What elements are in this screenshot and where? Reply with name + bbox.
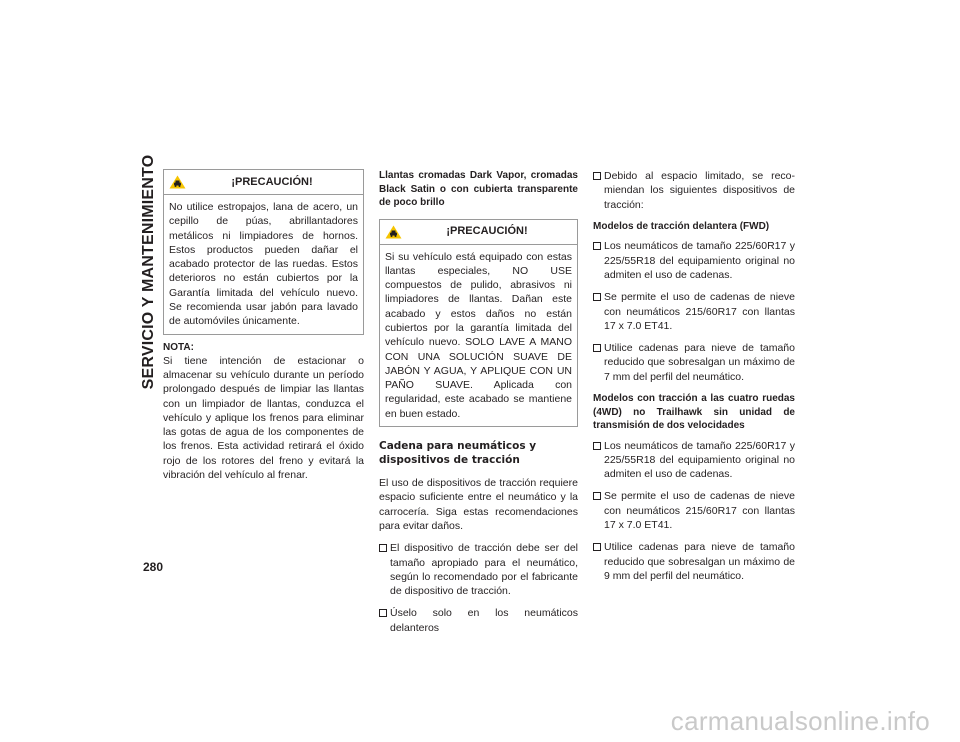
list-item: Utilice cadenas para nieve de tamaño reducido que sobresalgan un máximo de 9 mm del perfil del neumático. bbox=[593, 540, 795, 583]
checkbox-bullet-icon bbox=[379, 609, 387, 617]
list-item: El dispositivo de tracción debe ser del tamaño apropiado para el neumático, según lo recomendado por el fabricante de dispositivo de tracción. bbox=[379, 541, 578, 598]
caution-header bbox=[380, 220, 577, 245]
column-3 bbox=[593, 169, 795, 591]
checkbox-bullet-icon bbox=[593, 492, 601, 500]
column-2 bbox=[379, 169, 578, 643]
caution-text: Si su vehículo está equipado con estas llantas especiales, NO USE compuestos de pulido, abrasivos ni limpiadores de llantas. Dañan este acabado y estos daños no están cubiertos por la garantía limitada del vehículo nuevo. SOLO LAVE A MANO CON UNA SOLUCIÓN SUAVE DE JABÓN Y AGUA, Y APLIQUE CON UN PAÑO SUAVE. Aplicada con regularidad, este acabado se mantiene en buen estado. bbox=[385, 250, 572, 420]
list-item: Debido al espacio limitado, se reco-miendan los siguientes dispositivos de tracción: bbox=[593, 169, 795, 212]
page-number: 280 bbox=[143, 560, 164, 574]
note-text: Si tiene intención de estacionar o almacenar su vehículo durante un período prolongado después de limpiar las llantas con un limpiador de llantas, conduzca el vehículo y aplique los frenos para eliminar las gotas de agua de los componentes de los frenos. Esta actividad retirará el óxido rojo de los rotores del freno y evitará la vibración del vehículo al frenar. bbox=[163, 354, 364, 482]
caution-box-2 bbox=[379, 219, 578, 428]
checkbox-bullet-icon bbox=[593, 543, 601, 551]
checkbox-bullet-icon bbox=[379, 544, 387, 552]
fwd-heading: Modelos de tracción delantera (FWD) bbox=[593, 220, 770, 232]
note-label: NOTA: bbox=[163, 341, 194, 353]
list-item: Los neumáticos de tamaño 225/60R17 y 225/55R18 del equipamiento original no admiten el uso de cadenas. bbox=[593, 239, 795, 282]
caution-box-1 bbox=[163, 169, 364, 335]
list-item: Utilice cadenas para nieve de tamaño reducido que sobresalgan un máximo de 7 mm del perfil del neumático. bbox=[593, 341, 795, 384]
bullet-list bbox=[593, 169, 795, 212]
caution-text: No utilice estropajos, lana de acero, un cepillo de púas, abrillantadores metálicos ni limpiadores de hornos. Estos productos pueden dañar el acabado protector de las ruedas. Estos deterioros no están cubiertos por la Garantía limitada del vehículo nuevo. Se recomienda usar jabón para lavado de automóviles únicamente. bbox=[169, 201, 358, 328]
section-side-title-text: SERVICIO Y MANTENIMIENTO bbox=[140, 154, 157, 390]
list-item: Los neumáticos de tamaño 225/60R17 y 225/55R18 del equipamiento original no admiten el uso de cadenas. bbox=[593, 439, 795, 482]
list-item: Úselo solo en los neumáticos delanteros bbox=[379, 606, 578, 635]
awd-bullet-list bbox=[593, 439, 795, 584]
checkbox-bullet-icon bbox=[593, 344, 601, 352]
checkbox-bullet-icon bbox=[593, 293, 601, 301]
warning-car-icon bbox=[385, 225, 402, 239]
caution-title: ¡PRECAUCIÓN! bbox=[446, 225, 528, 238]
checkbox-bullet-icon bbox=[593, 172, 601, 180]
fwd-bullet-list bbox=[593, 239, 795, 384]
checkbox-bullet-icon bbox=[593, 442, 601, 450]
caution-title: ¡PRECAUCIÓN! bbox=[231, 175, 313, 188]
column-1 bbox=[163, 169, 364, 482]
wheel-heading: Llantas cromadas Dark Vapor, cromadas Black Satin o con cubierta transparente de poco brillo bbox=[379, 170, 578, 208]
list-item: Se permite el uso de cadenas de nieve con neumáticos 215/60R17 con llantas 17 x 7.0 ET41. bbox=[593, 290, 795, 333]
caution-header bbox=[164, 170, 363, 195]
section-side-title bbox=[138, 154, 160, 390]
awd-heading: Modelos con tracción a las cuatro ruedas (4WD) no Trailhawk sin unidad de transmisión de dos velocidades bbox=[593, 393, 795, 432]
section-heading: Cadena para neumáticos y dispositivos de tracción bbox=[379, 440, 537, 467]
checkbox-bullet-icon bbox=[593, 242, 601, 250]
list-item: Se permite el uso de cadenas de nieve con neumáticos 215/60R17 con llantas 17 x 7.0 ET41. bbox=[593, 489, 795, 532]
watermark: carmanualsonline.info bbox=[670, 706, 930, 736]
warning-car-icon bbox=[169, 175, 186, 189]
intro-paragraph: El uso de dispositivos de tracción requiere espacio suficiente entre el neumático y la carrocería. Siga estas recomendaciones para evitar daños. bbox=[379, 477, 578, 532]
bullet-list bbox=[379, 541, 578, 635]
